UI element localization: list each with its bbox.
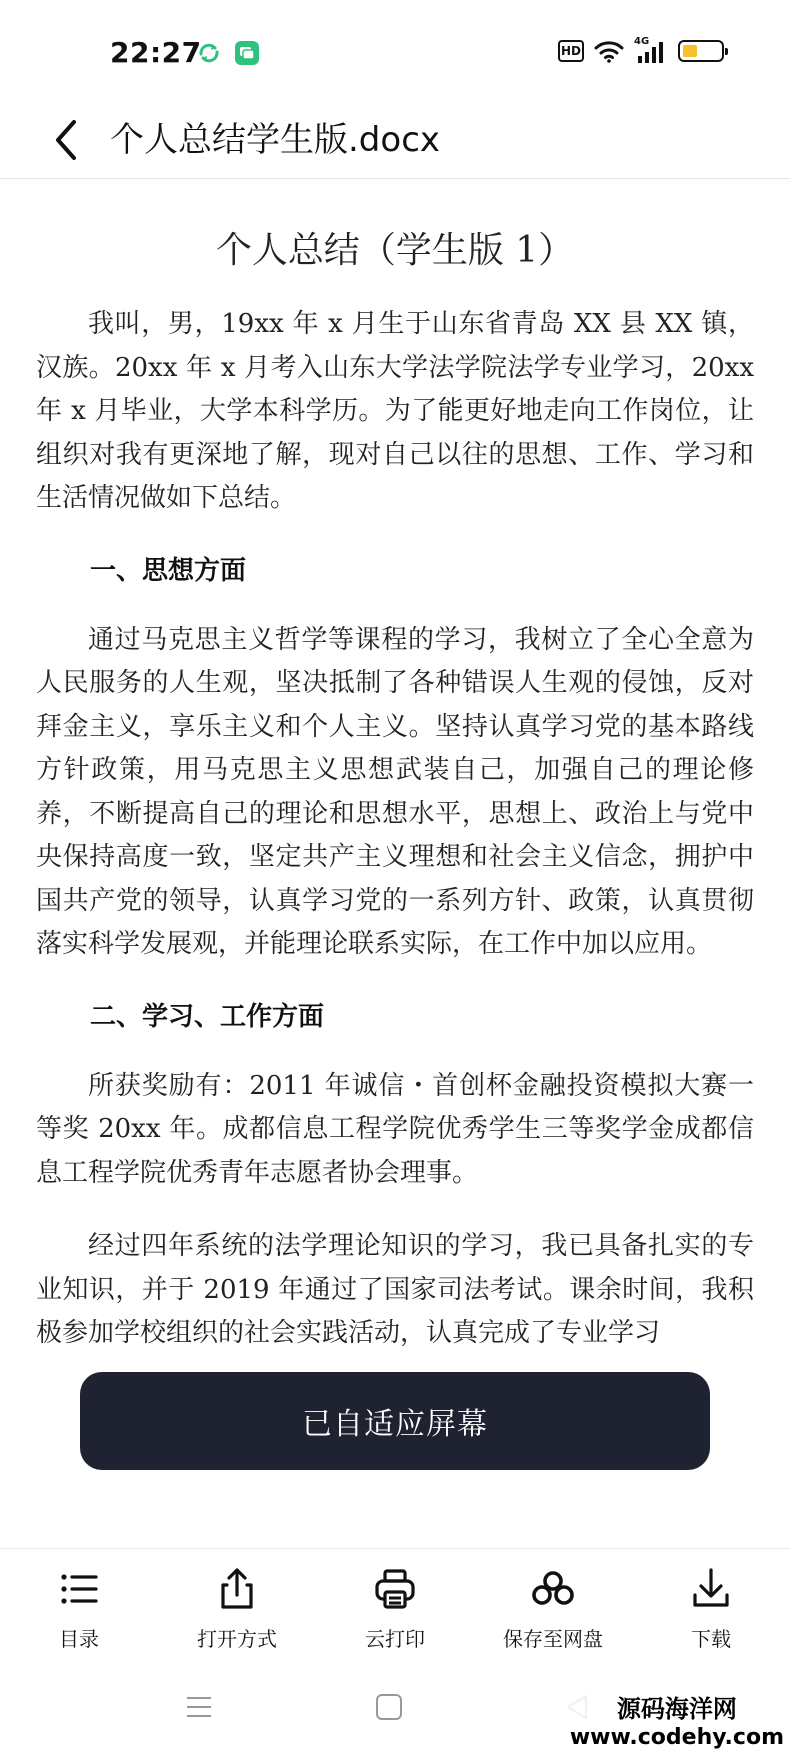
wifi-icon [594, 39, 624, 63]
sync-app-icon [196, 40, 222, 66]
watermark-line-1: 源码海洋网 [616, 1695, 737, 1723]
section-heading-2: 二、学习、工作方面 [90, 1001, 325, 1032]
toolbar-item-cloud-print[interactable] [316, 1549, 474, 1669]
hd-badge: HD [558, 40, 584, 62]
battery-fill [683, 45, 697, 57]
cellular-signal [634, 38, 668, 64]
chevron-left-icon [52, 118, 80, 162]
network-type-label: 4G [634, 36, 650, 47]
paragraph-intro: 我叫，男，19xx 年 x 月生于山东省青岛 XX 县 XX 镇，汉族。20xx 年 x 月考入山东大学法学院法学专业学习，20xx 年 x 月毕业，大学本科学历。为了能更好地走向工作岗位，让组织对我有更深地了解，现对自己以往的思想、工作、学习和生活情况做如下总结。 [36, 309, 754, 513]
toolbar-item-open-with[interactable] [158, 1549, 316, 1669]
status-time: 22:27 [110, 36, 202, 69]
document-header [0, 104, 790, 179]
status-bar [0, 0, 790, 104]
toolbar-label: 云打印 [365, 1627, 425, 1651]
share-icon [213, 1565, 261, 1613]
status-indicators [558, 38, 724, 64]
paragraph-section2-study: 经过四年系统的法学理论知识的学习，我已具备扎实的专业知识，并于 2019 年通过了国家司法考试。课余时间，我积极参加学校组织的社会实践活动，认真完成了专业学习 [36, 1231, 754, 1348]
list-icon [55, 1565, 103, 1613]
signal-bars-icon [634, 38, 668, 64]
toast-message: 已自适应屏幕 [80, 1372, 710, 1470]
download-icon [687, 1565, 735, 1613]
toolbar-item-save-to-cloud[interactable] [474, 1549, 632, 1669]
toolbar-item-download[interactable] [632, 1549, 790, 1669]
battery-indicator [678, 40, 724, 62]
back-button[interactable] [44, 110, 88, 170]
message-app-icon [234, 40, 260, 66]
home-button[interactable] [374, 1692, 404, 1722]
battery-tip [725, 48, 728, 55]
document-page [36, 225, 754, 1380]
toolbar-label: 保存至网盘 [503, 1627, 603, 1651]
document-filename: 个人总结学生版.docx [110, 120, 441, 160]
document-viewport[interactable] [0, 200, 790, 1380]
section-heading-1: 一、思想方面 [90, 555, 247, 586]
document-title: 个人总结（学生版 1） [215, 230, 575, 271]
toolbar-item-contents[interactable] [0, 1549, 158, 1669]
recent-apps-button[interactable] [184, 1692, 214, 1722]
bottom-toolbar [0, 1548, 790, 1669]
paragraph-section1: 通过马克思主义哲学等课程的学习，我树立了全心全意为人民服务的人生观，坚决抵制了各种错误人生观的侵蚀，反对拜金主义，享乐主义和个人主义。坚持认真学习党的基本路线方针政策，用马克思主义思想武装自己，加强自己的理论修养，不断提高自己的理论和思想水平，思想上、政治上与党中央保持高度一致，坚定共产主义理想和社会主义信念，拥护中国共产党的领导，认真学习党的一系列方针、政策，认真贯彻落实科学发展观，并能理论联系实际，在工作中加以应用。 [36, 624, 754, 959]
printer-icon [371, 1565, 419, 1613]
toolbar-label: 目录 [59, 1627, 99, 1651]
watermark-line-2: www.codehy.com [569, 1725, 784, 1750]
paragraph-section2-awards: 所获奖励有：2011 年诚信・首创杯金融投资模拟大赛一等奖 20xx 年。成都信息工程学院优秀学生三等奖学金成都信息工程学院优秀青年志愿者协会理事。 [36, 1070, 754, 1188]
toolbar-label: 下载 [691, 1627, 731, 1651]
cloud-icon [529, 1565, 577, 1613]
toolbar-label: 打开方式 [197, 1627, 277, 1651]
watermark [566, 1694, 788, 1752]
